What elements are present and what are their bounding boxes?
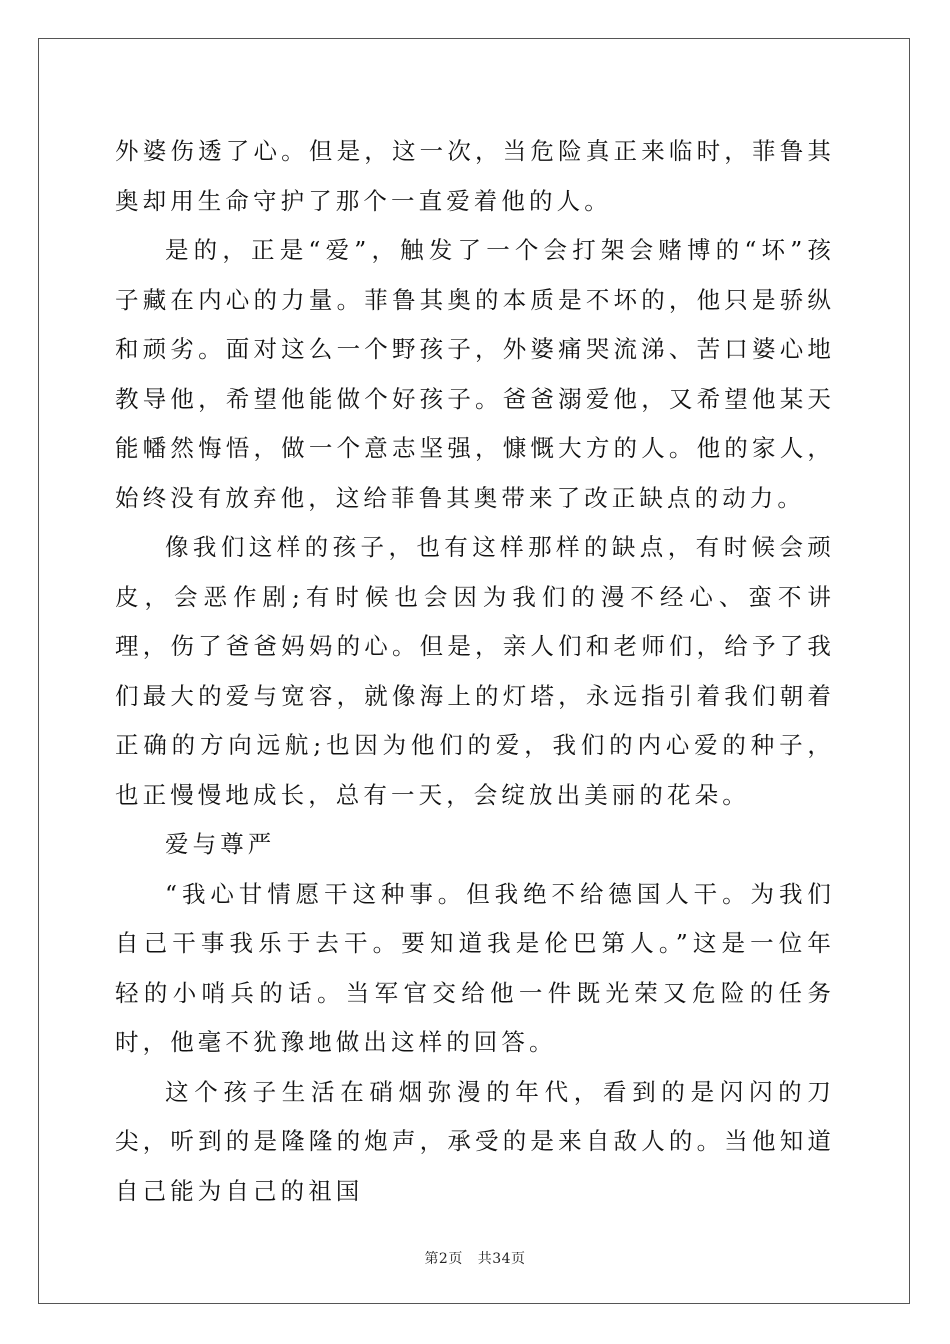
paragraph-2: 是的，正是“爱”，触发了一个会打架会赌博的“坏”孩子藏在内心的力量。菲鲁其奥的本质是不坏的，他只是骄纵和顽劣。面对这么一个野孩子，外婆痛哭流涕、苦口婆心地教导他，希望他能做个好孩子。爸爸溺爱他，又希望他某天能幡然悔悟，做一个意志坚强，慷慨大方的人。他的家人，始终没有放弃他，这给菲鲁其奥带来了改正缺点的动力。 xyxy=(115,236,835,512)
page-footer xyxy=(0,1248,950,1268)
paragraph-1: 外婆伤透了心。但是，这一次，当危险真正来临时，菲鲁其奥却用生命守护了那个一直爱着他的人。 xyxy=(115,137,835,215)
page-number: 第2页 xyxy=(424,1251,463,1267)
paragraph-4: “我心甘情愿干这种事。但我绝不给德国人干。为我们自己干事我乐于去干。要知道我是伦巴第人。”这是一位年轻的小哨兵的话。当军官交给他一件既光荣又危险的任务时，他毫不犹豫地做出这样的回答。 xyxy=(115,879,835,1056)
paragraph-5: 这个孩子生活在硝烟弥漫的年代，看到的是闪闪的刀尖，听到的是隆隆的炮声，承受的是来自敌人的。当他知道自己能为自己的祖国 xyxy=(115,1077,835,1205)
paragraph-3: 像我们这样的孩子，也有这样那样的缺点，有时候会顽皮，会恶作剧;有时候也会因为我们的漫不经心、蛮不讲理，伤了爸爸妈妈的心。但是，亲人们和老师们，给予了我们最大的爱与宽容，就像海上的灯塔，永远指引着我们朝着正确的方向远航;也因为他们的爱，我们的内心爱的种子，也正慢慢地成长，总有一天，会绽放出美丽的花朵。 xyxy=(115,533,835,809)
section-heading: 爱与尊严 xyxy=(165,830,276,858)
document-body xyxy=(115,127,835,1216)
page-total: 共34页 xyxy=(477,1251,526,1267)
